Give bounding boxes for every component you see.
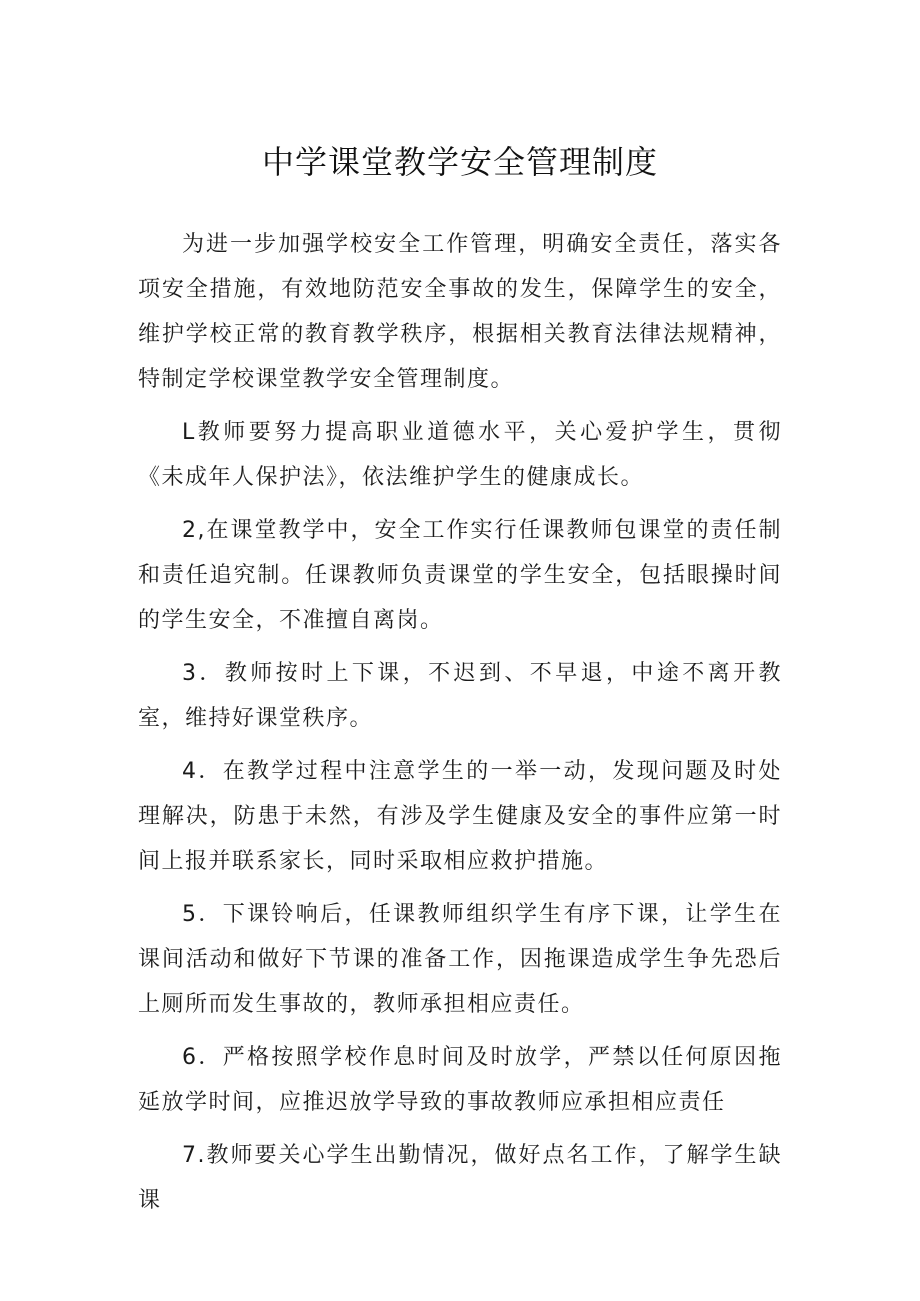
paragraph-item-7: 7.教师要关心学生出勤情况，做好点名工作，了解学生缺课 [138,1143,782,1213]
paragraph-intro: 为进一步加强学校安全工作管理，明确安全责任，落实各项安全措施，有效地防范安全事故的发生，保障学生的安全，维护学校正常的教育教学秩序，根据相关教育法律法规精神，特制定学校课堂教学安全管理制度。 [138,232,782,392]
paragraph-item-3: 3．教师按时上下课，不迟到、不早退，中途不离开教室，维持好课堂秩序。 [138,661,782,731]
paragraph-item-1: L教师要努力提高职业道德水平，关心爱护学生，贯彻《未成年人保护法》，依法维护学生的健康成长。 [138,420,782,490]
document-title: 中学课堂教学安全管理制度 [261,143,658,181]
paragraph-item-4: 4．在教学过程中注意学生的一举一动，发现问题及时处理解决，防患于未然，有涉及学生健康及安全的事件应第一时间上报并联系家长，同时采取相应救护措施。 [138,759,782,874]
paragraph-item-2: 2,在课堂教学中，安全工作实行任课教师包课堂的责任制和责任追究制。任课教师负责课堂的学生安全，包括眼操时间的学生安全，不准擅自离岗。 [138,518,782,633]
paragraph-item-5: 5．下课铃响后，任课教师组织学生有序下课，让学生在课间活动和做好下节课的准备工作，因拖课造成学生争先恐后上厕所而发生事故的，教师承担相应责任。 [138,902,782,1017]
document-body [138,222,782,1231]
paragraph-item-6: 6．严格按照学校作息时间及时放学，严禁以任何原因拖延放学时间，应推迟放学导致的事故教师应承担相应责任 [138,1045,782,1115]
